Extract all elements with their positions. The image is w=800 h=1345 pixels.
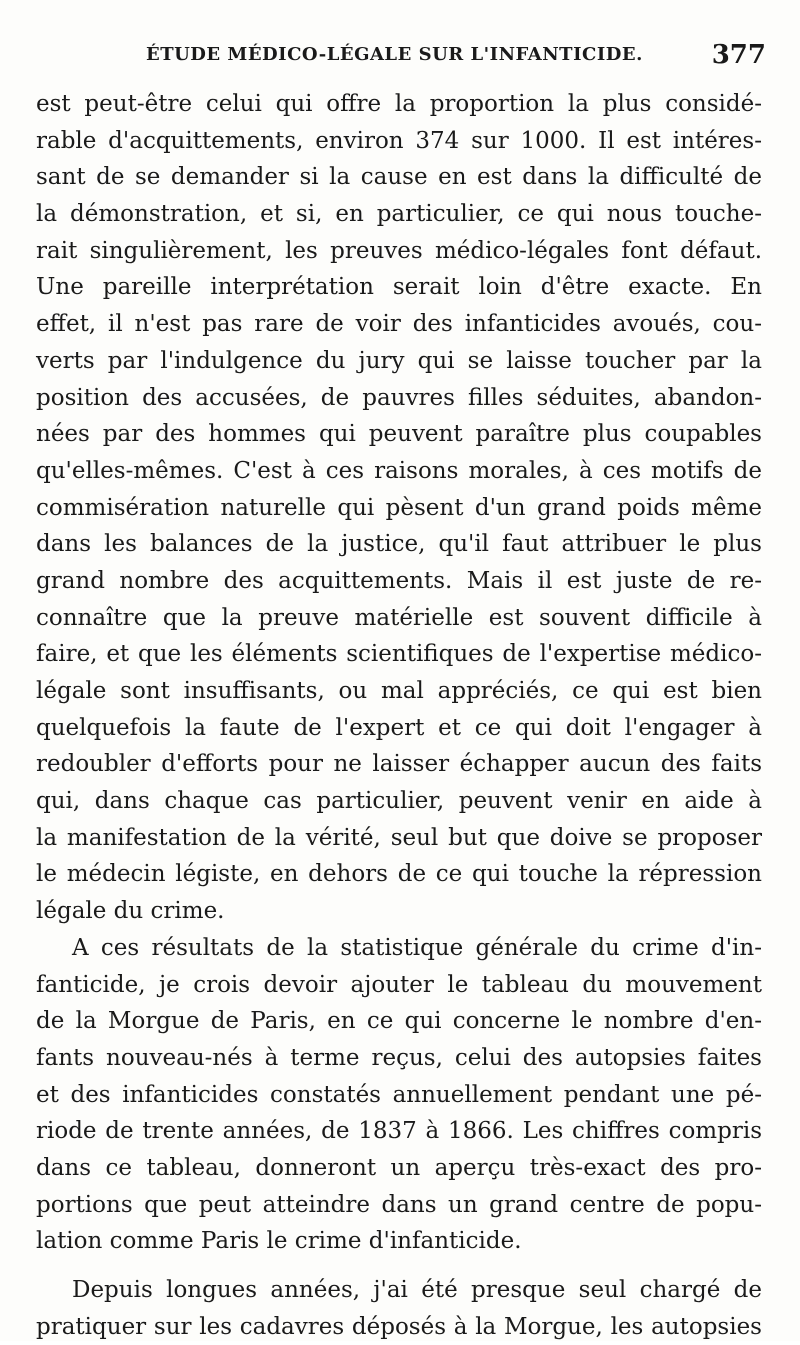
text-line: rable d'acquittements, environ 374 sur 1000. Il est intéres- xyxy=(36,127,762,154)
text-line: position des accusées, de pauvres filles séduites, abandon- xyxy=(36,384,762,411)
text-line: pratiquer sur les cadavres déposés à la Morgue, les autopsies xyxy=(36,1313,762,1340)
text-line: verts par l'indulgence du jury qui se laisse toucher par la xyxy=(36,347,762,374)
text-line: légale sont insuffisants, ou mal appréciés, ce qui est bien xyxy=(36,678,762,704)
text-line: riode de trente années, de 1837 à 1866. Les chiffres compris xyxy=(36,1118,762,1145)
text-line: dans ce tableau, donneront un aperçu très-exact des pro- xyxy=(36,1154,762,1181)
text-line: rait singulièrement, les preuves médico-légales font défaut. xyxy=(36,237,762,264)
text-line: A ces résultats de la statistique générale du crime d'in- xyxy=(72,934,762,961)
text-line: dans les balances de la justice, qu'il faut attribuer le plus xyxy=(36,531,762,558)
text-line: et des infanticides constatés annuellement pendant une pé- xyxy=(36,1081,762,1108)
text-line: redoubler d'efforts pour ne laisser échapper aucun des faits xyxy=(36,751,762,778)
text-line: faire, et que les éléments scientifiques de l'expertise médico- xyxy=(36,641,762,668)
text-line: Depuis longues années, j'ai été presque seul chargé de xyxy=(72,1277,762,1303)
paragraph-spacer xyxy=(36,1260,762,1272)
text-line: de la Morgue de Paris, en ce qui concerne le nombre d'en- xyxy=(36,1008,762,1035)
paragraph-2 xyxy=(36,930,762,1260)
paragraph-1 xyxy=(36,86,762,930)
text-line: portions que peut atteindre dans un grand centre de popu- xyxy=(36,1191,762,1218)
text-line: effet, il n'est pas rare de voir des infanticides avoués, cou- xyxy=(36,311,762,338)
text-line: lation comme Paris le crime d'infanticide. xyxy=(36,1228,522,1255)
text-line: fanticide, je crois devoir ajouter le tableau du mouvement xyxy=(36,971,762,998)
text-line: sant de se demander si la cause en est dans la difficulté de xyxy=(36,164,762,191)
text-line: Une pareille interprétation serait loin d'être exacte. En xyxy=(36,274,762,301)
text-line: qu'elles-mêmes. C'est à ces raisons morales, à ces motifs de xyxy=(36,457,762,484)
text-line: légale du crime. xyxy=(36,898,225,925)
text-line: commisération naturelle qui pèsent d'un grand poids même xyxy=(36,494,762,521)
text-line: le médecin légiste, en dehors de ce qui touche la répression xyxy=(36,861,762,888)
text-line: connaître que la preuve matérielle est souvent difficile à xyxy=(36,604,762,631)
text-line: la démonstration, et si, en particulier, ce qui nous touche- xyxy=(36,201,762,228)
running-title: ÉTUDE MÉDICO-LÉGALE SUR L'INFANTICIDE. xyxy=(146,44,643,65)
text-line: est peut-être celui qui offre la proportion la plus considé- xyxy=(36,91,762,117)
paragraph-3 xyxy=(36,1272,762,1345)
text-line: la manifestation de la vérité, seul but que doive se proposer xyxy=(36,824,762,851)
text-line: qui, dans chaque cas particulier, peuvent venir en aide à xyxy=(36,788,762,815)
page-number: 377 xyxy=(711,40,766,70)
text-line: nées par des hommes qui peuvent paraître plus coupables xyxy=(36,421,762,448)
text-line: quelquefois la faute de l'expert et ce qui doit l'engager à xyxy=(36,714,762,741)
text-line: grand nombre des acquittements. Mais il est juste de re- xyxy=(36,567,762,594)
body-text xyxy=(36,86,762,1345)
text-line: fants nouveau-nés à terme reçus, celui des autopsies faites xyxy=(36,1044,762,1071)
running-head xyxy=(36,40,766,74)
